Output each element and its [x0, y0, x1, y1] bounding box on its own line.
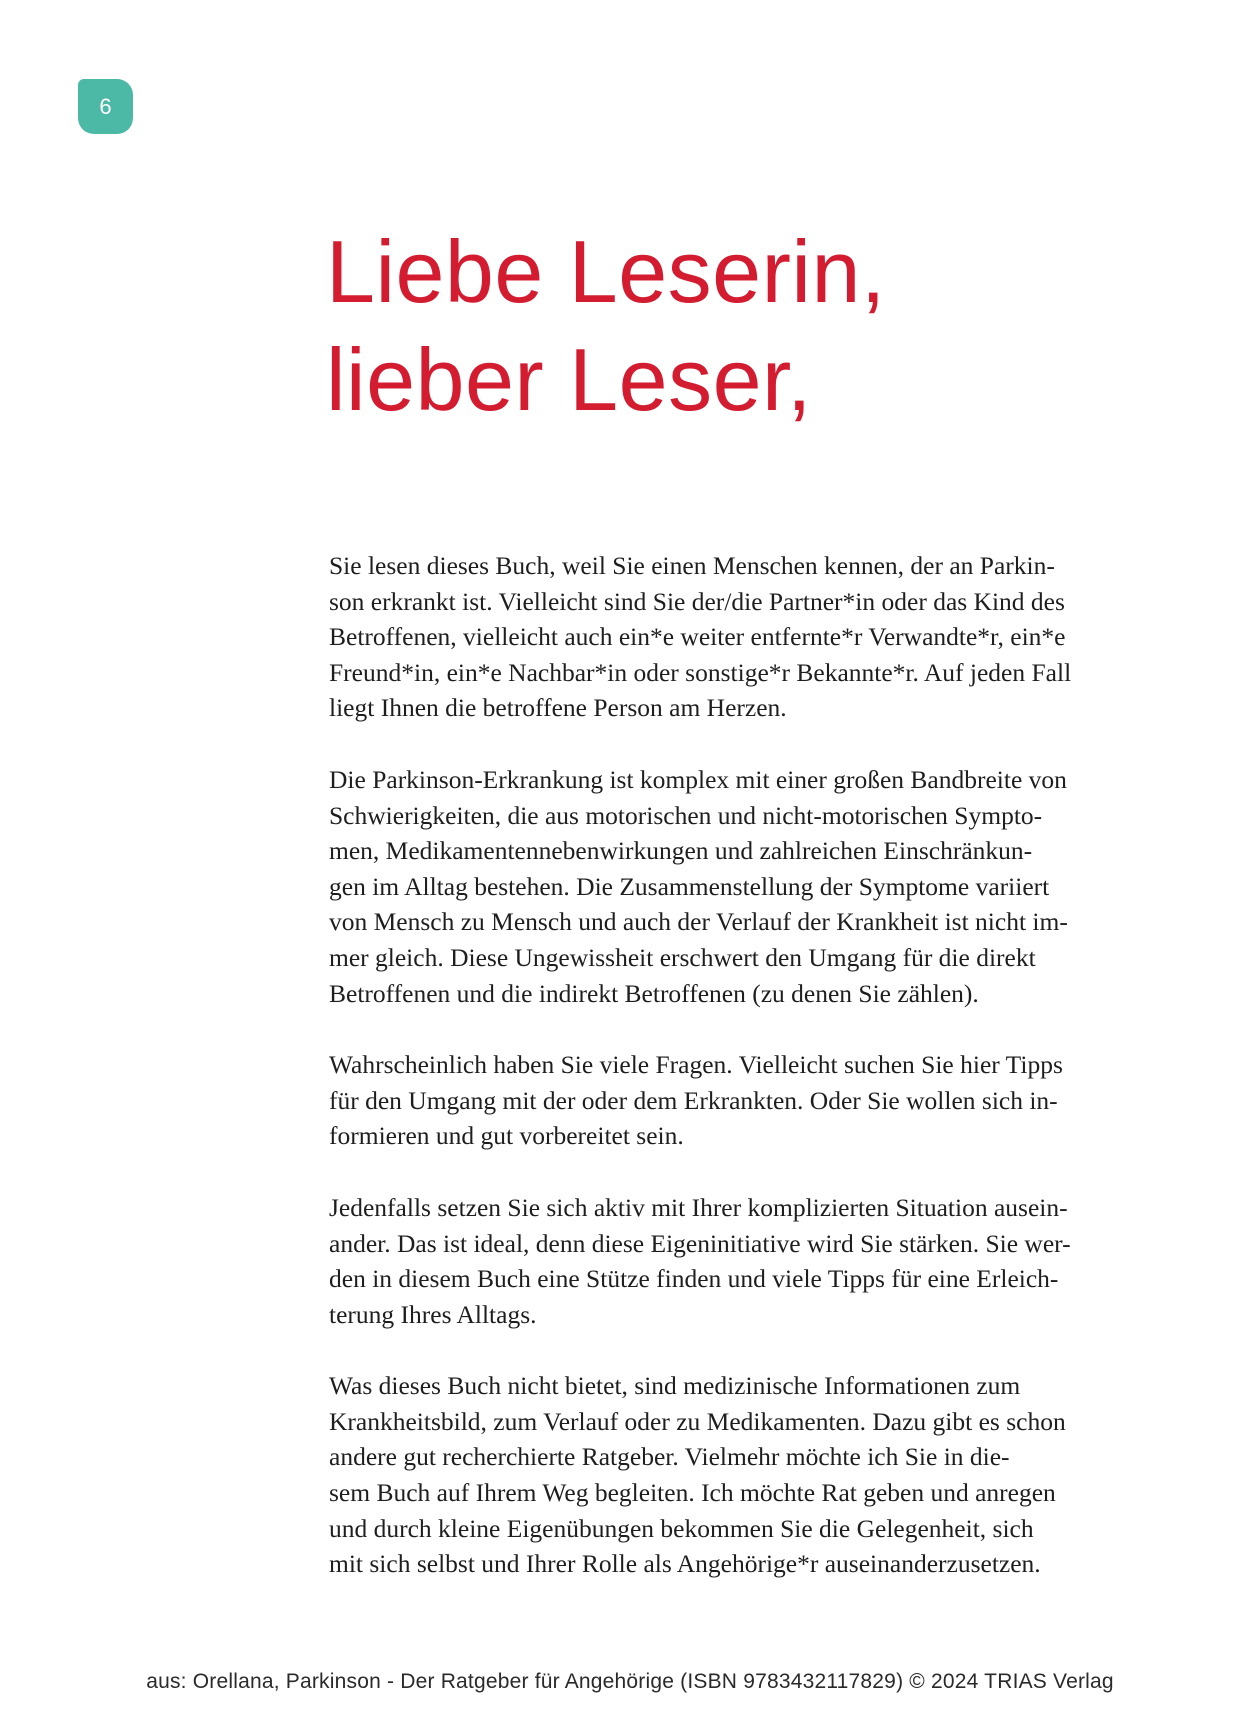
paragraph: [329, 1190, 1149, 1332]
page-heading: [326, 218, 1146, 434]
paragraph-line: und durch kleine Eigenübungen bekommen Sie die Gelegenheit, sich: [329, 1513, 1034, 1543]
paragraph-line: Jedenfalls setzen Sie sich aktiv mit Ihrer komplizierten Situation ausein-: [329, 1192, 1068, 1222]
paragraph-line: gen im Alltag bestehen. Die Zusammenstellung der Symptome variiert: [329, 871, 1050, 901]
paragraph: [329, 762, 1149, 1011]
heading-line-2: lieber Leser,: [326, 330, 812, 429]
paragraph-line: Was dieses Buch nicht bietet, sind medizinische Informationen zum: [329, 1371, 1021, 1401]
paragraph-line: terung Ihres Alltags.: [329, 1299, 537, 1329]
paragraph: [329, 1047, 1149, 1154]
paragraph: [329, 548, 1149, 726]
paragraph-line: formieren und gut vorbereitet sein.: [329, 1121, 684, 1151]
body-text: [329, 548, 1149, 1618]
paragraph-line: Krankheitsbild, zum Verlauf oder zu Medikamenten. Dazu gibt es schon: [329, 1406, 1066, 1436]
paragraph-line: son erkrankt ist. Vielleicht sind Sie der/die Partner*in oder das Kind des: [329, 586, 1065, 616]
paragraph-line: andere gut recherchierte Ratgeber. Vielmehr möchte ich Sie in die-: [329, 1442, 1010, 1472]
paragraph-line: Freund*in, ein*e Nachbar*in oder sonstige*r Bekannte*r. Auf jeden Fall: [329, 657, 1072, 687]
paragraph-line: Sie lesen dieses Buch, weil Sie einen Menschen kennen, der an Parkin-: [329, 551, 1055, 580]
paragraph-line: mer gleich. Diese Ungewissheit erschwert den Umgang für die direkt: [329, 942, 1036, 972]
paragraph-line: Schwierigkeiten, die aus motorischen und nicht-motorischen Sympto-: [329, 800, 1043, 830]
paragraph-line: men, Medikamentennebenwirkungen und zahlreichen Einschränkun-: [329, 836, 1033, 866]
heading-line-1: Liebe Leserin,: [326, 222, 886, 321]
paragraph-line: mit sich selbst und Ihrer Rolle als Angehörige*r auseinanderzusetzen.: [329, 1549, 1041, 1579]
paragraph-line: Die Parkinson-Erkrankung ist komplex mit einer großen Bandbreite von: [329, 764, 1067, 794]
paragraph-line: sem Buch auf Ihrem Weg begleiten. Ich möchte Rat geben und anregen: [329, 1478, 1056, 1508]
paragraph: [329, 1368, 1149, 1582]
paragraph-line: Betroffenen und die indirekt Betroffenen (zu denen Sie zählen).: [329, 978, 979, 1008]
paragraph-line: Betroffenen, vielleicht auch ein*e weiter entfernte*r Verwandte*r, ein*e: [329, 622, 1066, 652]
paragraph-line: Wahrscheinlich haben Sie viele Fragen. Vielleicht suchen Sie hier Tipps: [329, 1050, 1063, 1080]
paragraph-line: von Mensch zu Mensch und auch der Verlauf der Krankheit ist nicht im-: [329, 907, 1068, 937]
paragraph-line: den in diesem Buch eine Stütze finden und viele Tipps für eine Erleich-: [329, 1264, 1059, 1294]
page-footer-citation: aus: Orellana, Parkinson - Der Ratgeber für Angehörige (ISBN 9783432117829) © 2024 TRIAS Verlag: [146, 1670, 1114, 1693]
page-number-badge: 6: [78, 79, 133, 134]
paragraph-line: ander. Das ist ideal, denn diese Eigeninitiative wird Sie stärken. Sie wer-: [329, 1228, 1071, 1258]
paragraph-line: für den Umgang mit der oder dem Erkrankten. Oder Sie wollen sich in-: [329, 1085, 1058, 1115]
paragraph-line: liegt Ihnen die betroffene Person am Herzen.: [329, 693, 787, 723]
